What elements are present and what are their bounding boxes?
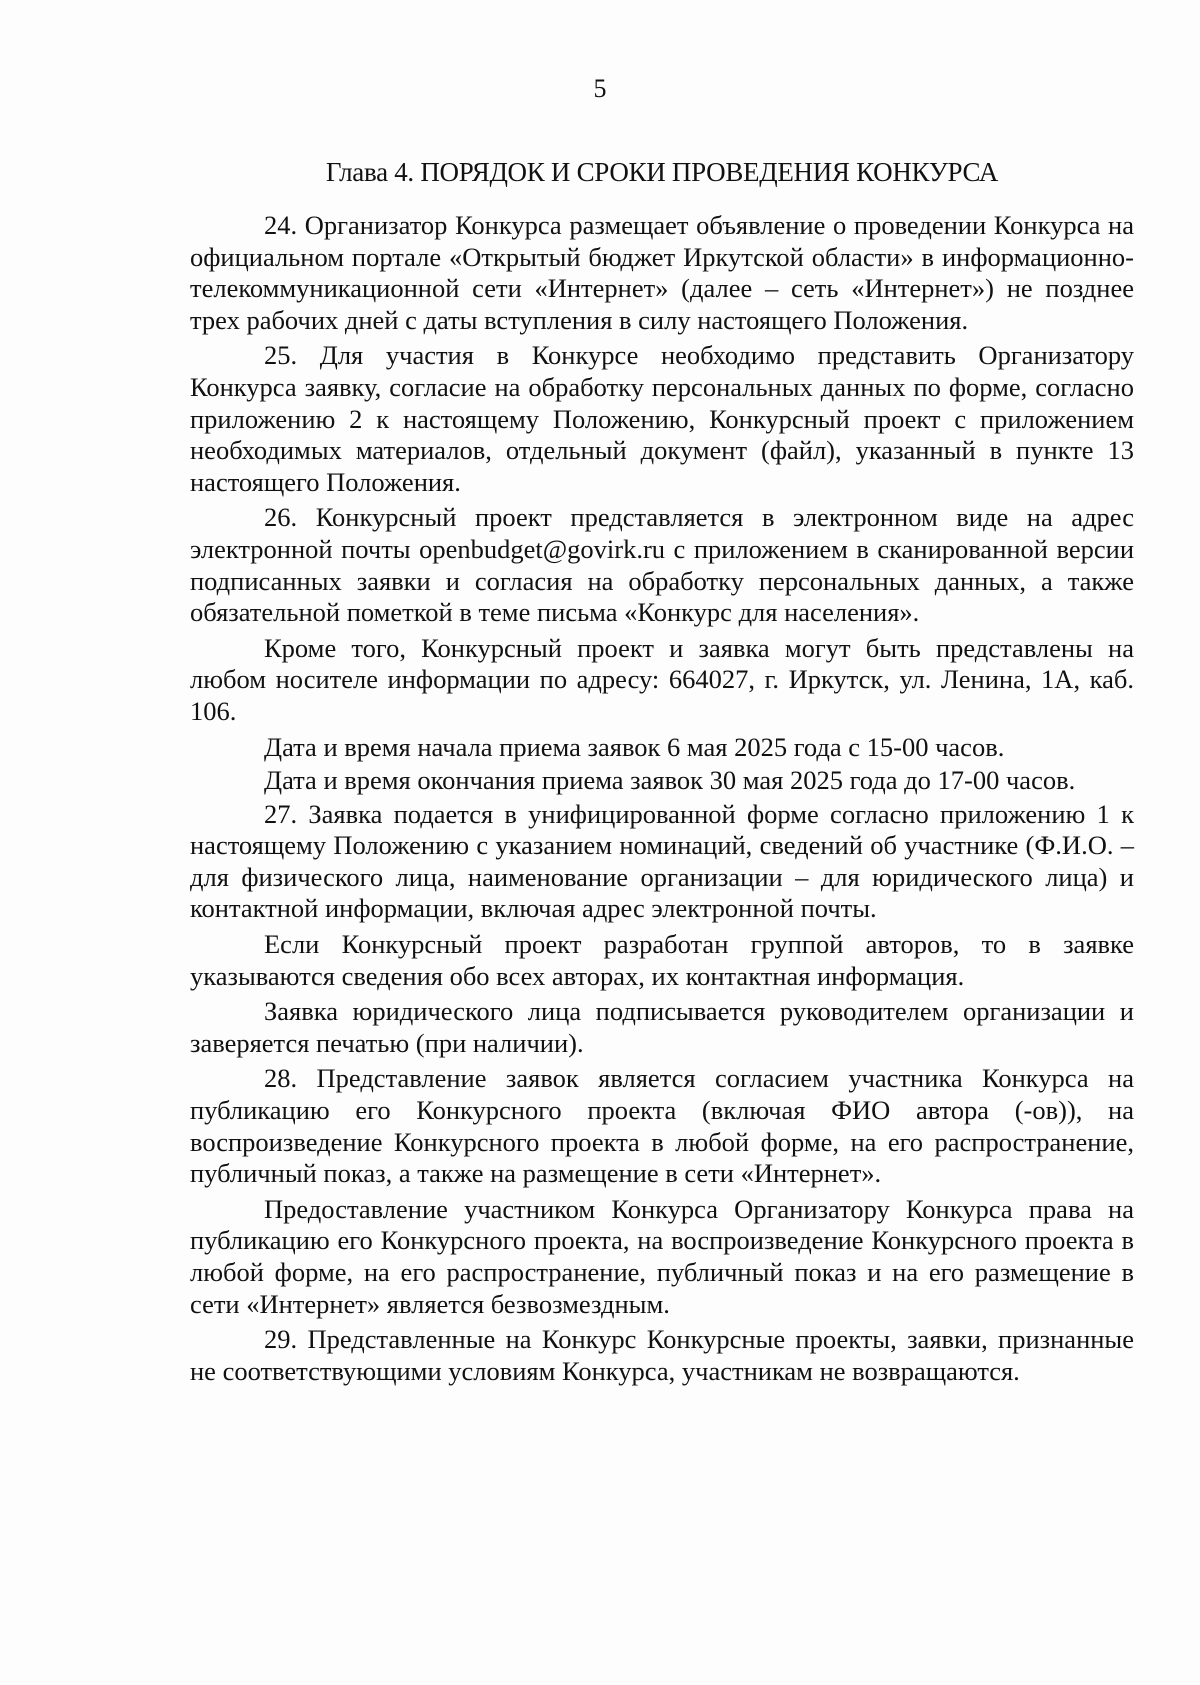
paragraph-25: 25. Для участия в Конкурсе необходимо представить Организатору Конкурса заявку, согласие на обработку персональных данных по форме, согласно приложению 2 к настоящему Положению, Конкурсный проект с приложением необходимых материалов, отдельный документ (файл), указанный в пункте 13 настоящего Положения. xyxy=(190,340,1134,497)
paragraph-28-free-rights: Предоставление участником Конкурса Организатору Конкурса права на публикацию его Конкурсного проекта, на воспроизведение Конкурсного проекта в любой форме, на его распространение, публичный показ и на его размещение в сети «Интернет» является безвозмездным. xyxy=(190,1193,1134,1319)
document-body xyxy=(190,210,1134,1391)
paragraph-24: 24. Организатор Конкурса размещает объявление о проведении Конкурса на официальном портале «Открытый бюджет Иркутской области» в информационно-телекоммуникационной сети «Интернет» (далее – сеть «Интернет») не позднее трех рабочих дней с даты вступления в силу настоящего Положения. xyxy=(190,210,1134,335)
paragraph-28: 28. Представление заявок является согласием участника Конкурса на публикацию его Конкурсного проекта (включая ФИО автора (-ов)), на воспроизведение Конкурсного проекта в любой форме, на его распространение, публичный показ, а также на размещение в сети «Интернет». xyxy=(190,1063,1134,1189)
paragraph-27-legal-entity: Заявка юридического лица подписывается руководителем организации и заверяется печатью (при наличии). xyxy=(190,996,1134,1058)
page-number: 5 xyxy=(593,74,607,103)
chapter-title: Глава 4. ПОРЯДОК И СРОКИ ПРОВЕДЕНИЯ КОНКУРСА xyxy=(325,157,999,187)
paragraph-27-authors: Если Конкурсный проект разработан группой авторов, то в заявке указываются сведения обо всех авторах, их контактная информация. xyxy=(190,929,1134,991)
paragraph-26: 26. Конкурсный проект представляется в электронном виде на адрес электронной почты openbudget@govirk.ru с приложением в сканированной версии подписанных заявки и согласия на обработку персональных данных, а также обязательной пометкой в теме письма «Конкурс для населения». xyxy=(190,502,1134,628)
paragraph-29: 29. Представленные на Конкурс Конкурсные проекты, заявки, признанные не соответствующими условиям Конкурса, участникам не возвращаются. xyxy=(190,1324,1134,1386)
paragraph-26-address: Кроме того, Конкурсный проект и заявка могут быть представлены на любом носителе информации по адресу: 664027, г. Иркутск, ул. Ленина, 1А, каб. 106. xyxy=(190,632,1134,726)
paragraph-27: 27. Заявка подается в унифицированной форме согласно приложению 1 к настоящему Положению с указанием номинаций, сведений об участнике (Ф.И.О. – для физического лица, наименование организации – для юридического лица) и контактной информации, включая адрес электронной почты. xyxy=(190,798,1134,924)
paragraph-26-end-date: Дата и время окончания приема заявок 30 мая 2025 года до 17-00 часов. xyxy=(264,765,1076,796)
paragraph-26-start-date: Дата и время начала приема заявок 6 мая 2025 года с 15-00 часов. xyxy=(264,731,1005,762)
